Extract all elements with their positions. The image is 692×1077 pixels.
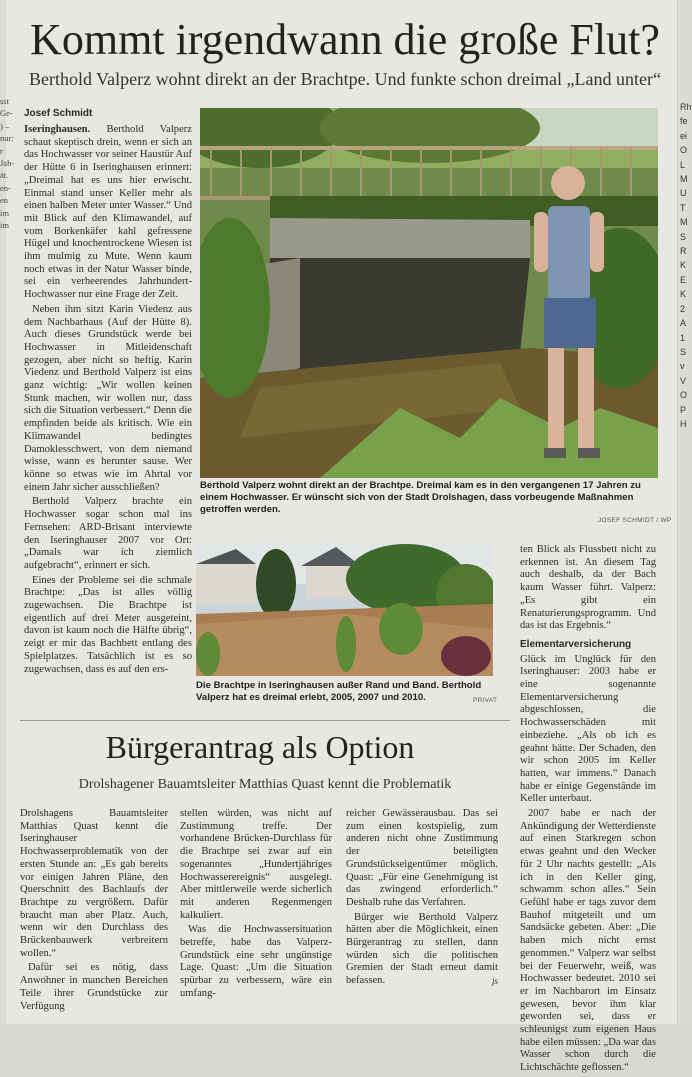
paragraph: Neben ihm sitzt Karin Viedenz aus dem Nachbarhaus (Auf der Hütte 8). Auch dieses Grundstück werde bei Hochwasser in Mitleidenschaft gezogen, aber nicht so heftig. Karin Viedenz und Berthold Valperz ist eins ganz wichtig: „Wir wollen keinen Stunk machen, wir wollen nur, dass sich die Situation verbessert.“ Denn die empfinden beide als kritisch. Wie ein Klimawandel bedingtes Damoklesschwert, von dem niemand wisse, wann es herunter sause. Wer könne so etwas wie im Ahrtal vor einem Jahr sicher ausschließen? (24, 303, 192, 493)
paragraph: stellen würden, was nicht auf Zustimmung treffe. Der vorhandene Brücken-Durchlass für die Brachtpe sei zwar auf ein sogenanntes „Hundertjähriges Hochwasserereignis“ ausgelegt. Aber mittlerweile werde sicherlich mit anderen Regenmengen kalkuliert. (180, 808, 332, 921)
article-column-1 (24, 124, 192, 678)
photo-flood-icon (196, 544, 493, 676)
article-subheadline: Berthold Valperz wohnt direkt an der Brachtpe. Und funkte schon dreimal „Land unter“ (29, 69, 661, 89)
paragraph (24, 124, 192, 302)
paragraph: Was die Hochwassersituation betreffe, habe das Valperz-Grundstück eine sehr ungünstige Lage. Quast: „Um die Situation spürbar zu verbessern, wäre ein umfang- (180, 924, 332, 999)
paragraph (346, 912, 498, 988)
paragraph-text: Bürger wie Berthold Valperz hätten aber die Möglichkeit, einen Bürgerantrag zu stellen, dann würden sich die politischen Gremien der Stadt erneut damit befassen. (346, 911, 498, 987)
article2-column-1 (20, 808, 168, 1015)
author-byline: Josef Schmidt (24, 108, 93, 119)
paragraph: Berthold Valperz brachte ein Hochwasser sogar schon mal ins Fernsehen: ARD-Brisant interviewte den Iseringhauser 2007 vor Ort: „Damals war ich ziemlich aufgebracht“, erinnert er sich. (24, 496, 192, 571)
paragraph: ten Blick als Flussbett nicht zu erkennen ist. An diesem Tag auch deshalb, da der Bach kaum Wasser führt. Valperz: „Es gibt ein Renaturierungsprogramm. Und das ist das Ergebnis.“ (520, 544, 656, 632)
photo2-credit: PRIVAT (473, 697, 498, 704)
photo-brachtpe-bridge (200, 108, 658, 478)
article2-column-3 (346, 808, 498, 990)
next-column-fragment: Rh fe ei O L M U T M S R K E K 2 A 1 S v V O P H (680, 102, 692, 429)
paragraph-text: Berthold Valperz schaut skeptisch drein, wenn er sich an das Hochwasser vor seiner Haustür Auf der Hütte 6 in Iseringhausen erinnert: „Dreimal hat es uns hier erwischt. Einmal stand unser Keller mehr als einen halben Meter unter Wasser.“ Und mit Blick auf den Klimawandel, auf vom Borkenkäfer kahl gefressene Hügel und knochentrockene Wiesen ist ihm mulmig zu Mute. Wenn kaum noch etwas in der Natur Wasser binde, sei ein verheerendes Jahrhundert-Hochwasser nur eine Frage der Zeit. (24, 124, 192, 301)
article2-column-2 (180, 808, 332, 1003)
paragraph: 2007 habe er nach der Ankündigung der Wetterdienste auf einen Starkregen schon etwas geahnt und den Wecker für 2 Uhr nachts gestellt: „Als ich in den Keller ging, schwamm schon alles.“ Sein Gefühl habe er tags zuvor dem Bauhof mitgeteilt und um Sandsäcke gebeten. Aber: „Die haben mich nicht ernst genommen.“ Valperz war selbst bei der Feuerwehr, weiß, was Hochwasser bedeutet. 2010 sei er im Nachbarort im Einsatz gewesen, bevor ihm klar geworden sei, dass er schleunigst zum eigenen Haus habe eilen müssen: „Da war das Wasser schon durch die Lichtschächte geflossen.“ (520, 808, 656, 1074)
paragraph: Dafür sei es nötig, dass Anwohner in manchen Bereichen Teile ihrer Grundstücke zur Verfügung (20, 962, 168, 1012)
dateline: Iseringhausen. (24, 124, 91, 135)
photo1-caption: Berthold Valperz wohnt direkt an der Brachtpe. Dreimal kam es in den vergangenen 17 Jahren zu einem Hochwasser. Er wünscht sich von der Stadt Drolshagen, dass vorbeugende Maßnahmen getroffen werden. (200, 480, 641, 515)
photo-bridge-stream-icon (200, 108, 658, 478)
paragraph: Drolshagens Bauamtsleiter Matthias Quast kennt die Iseringhauser Hochwasserproblematik von der ersten Stunde an: „Es gab bereits vor einigen Jahren Pläne, den Querschnitt des Bachlaufs der Brachtpe zu vergrößern. Dafür braucht man aber Platz. Auch, wenn wir den Durchlass des Brückenbauwerk verbreitern wollen.“ (20, 808, 168, 959)
paragraph: reicher Gewässerausbau. Das sei zum einen kostspielig, zum anderen nicht ohne Zustimmung der beteiligten Grundstückseigentümer möglich. Quast: „Für eine Genehmigung ist das zwingend erforderlich.“ Deshalb ruhe das Verfahren. (346, 808, 498, 908)
article2-subheadline: Drolshagener Bauamtsleiter Matthias Quast kennt die Problematik (78, 777, 452, 792)
photo1-credit: JOSEF SCHMIDT / WP (598, 517, 672, 524)
article-column-3 (520, 544, 656, 1077)
side-heading: Elementarversicherung (520, 638, 632, 650)
paragraph: Eines der Probleme sei die schmale Brachtpe: „Das ist alles völlig zugewachsen. Die Brachtpe ist eigentlich auf drei Meter ausgeteint, davon ist kaum noch die Hälfte übrig“, zeigt er mir das Bachbett entlang des Spielplatzes. Tatsächlich ist es so zugewachsen, dass es auf den ers- (24, 574, 192, 675)
photo-flood (196, 544, 493, 676)
paragraph: Glück im Unglück für den Iseringhauser: 2003 habe er eine sogenannte Elementarversicherung abgeschlossen, die Hochwasserschäden mit einbeziehe. „Als ob ich es geahnt hätte. Der Schaden, den wir schon 2005 im Keller hatten, war immens.“ Danach habe er einige Gegenstände im Keller unterbaut. (520, 653, 656, 805)
previous-column-fragment: sst Ge- ) – nur: r Jah- ät. en- en im im (0, 96, 15, 231)
photo2-caption: Die Brachtpe in Iseringhausen außer Rand und Band. Berthold Valperz hat es dreimal erlebt, 2005, 2007 und 2010. (196, 680, 482, 703)
author-signature: js (491, 976, 498, 987)
article-headline: Kommt irgendwann die große Flut? (30, 15, 660, 64)
divider (20, 720, 510, 721)
article2-headline: Bürgerantrag als Option (105, 729, 415, 765)
